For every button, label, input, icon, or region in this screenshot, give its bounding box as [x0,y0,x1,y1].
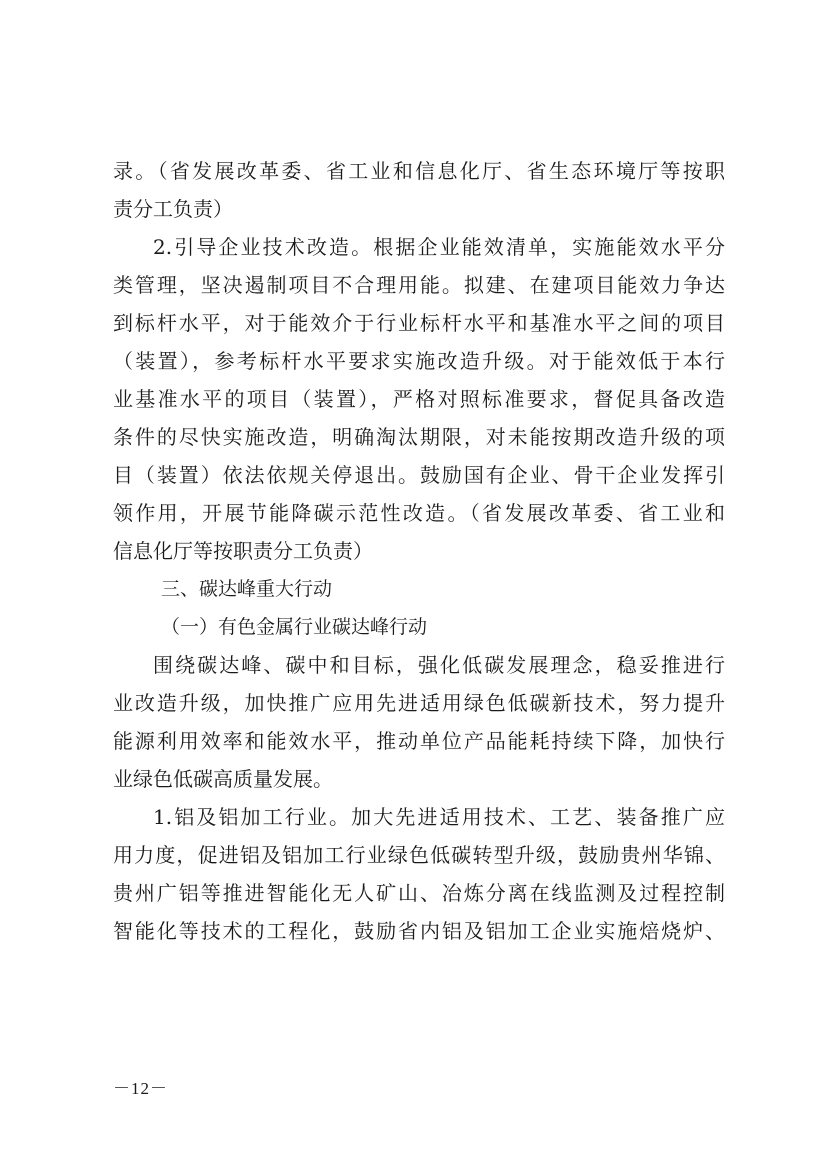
paragraph-line: 领作用，开展节能降碳示范性改造。（省发展改革委、省工业和 [113,501,725,525]
paragraph-line: 信息化厅等按职责分工负责） [113,539,373,563]
paragraph-first-line: 2.引导企业技术改造。根据企业能效清单，实施能效水平分 [153,235,725,259]
paragraph-first-line: 围绕碳达峰、碳中和目标，强化低碳发展理念，稳妥推进行 [153,653,725,677]
section-heading: 三、碳达峰重大行动 [161,578,333,600]
page-number: －12－ [113,1079,168,1098]
paragraph-line: 业绿色低碳高质量发展。 [113,767,333,791]
paragraph-line: 到标杆水平，对于能效介于行业标杆水平和基准水平之间的项目 [113,311,725,335]
paragraph-line: 用力度，促进铝及铝加工行业绿色低碳转型升级，鼓励贵州华锦、 [113,843,725,867]
paragraph-line: 业改造升级，加快推广应用先进适用绿色低碳新技术，努力提升 [113,691,725,715]
paragraph-line: 录。（省发展改革委、省工业和信息化厅、省生态环境厅等按职 [113,159,725,183]
paragraph-first-line: 1.铝及铝加工行业。加大先进适用技术、工艺、装备推广应 [153,805,725,829]
paragraph-line: 智能化等技术的工程化，鼓励省内铝及铝加工企业实施焙烧炉、 [113,919,725,943]
paragraph-line: 目（装置）依法依规关停退出。鼓励国有企业、骨干企业发挥引 [113,463,725,487]
paragraph-line: 贵州广铝等推进智能化无人矿山、冶炼分离在线监测及过程控制 [113,881,725,905]
paragraph-line: （装置），参考标杆水平要求实施改造升级。对于能效低于本行 [113,349,725,373]
paragraph-line: 类管理，坚决遏制项目不合理用能。拟建、在建项目能效力争达 [113,273,725,297]
paragraph-line: 能源利用效率和能效水平，推动单位产品能耗持续下降，加快行 [113,729,725,753]
paragraph-line: 责分工负责） [113,197,233,221]
subsection-heading: （一）有色金属行业碳达峰行动 [161,616,428,638]
paragraph-line: 条件的尽快实施改造，明确淘汰期限，对未能按期改造升级的项 [113,425,725,449]
document-body [113,152,725,950]
paragraph-line: 业基准水平的项目（装置），严格对照标准要求，督促具备改造 [113,387,725,411]
